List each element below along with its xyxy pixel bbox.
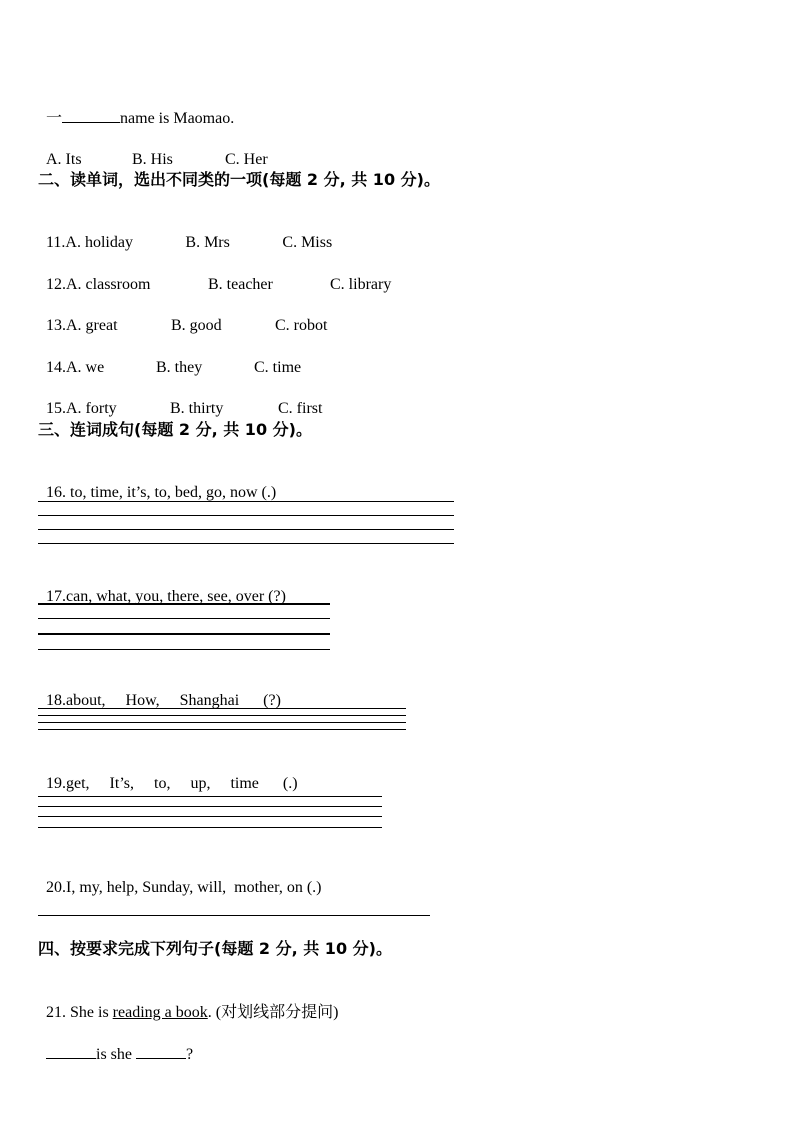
option-b: B. Mrs [185,234,230,251]
question-20 [38,858,321,898]
option-b: B. thirty [170,400,224,417]
question-10-stem [38,88,234,129]
writing-line[interactable] [38,729,406,730]
question-13 [38,296,327,336]
writing-line[interactable] [38,633,330,635]
scrambled-words: get, It’s, to, up, time (.) [66,775,298,792]
scrambled-words: can, what, you, there, see, over (?) [66,588,286,605]
option-a: A. classroom [66,276,151,293]
writing-line[interactable] [38,618,330,619]
option-b: B. His [132,151,173,168]
writing-line[interactable] [38,529,454,530]
question-11 [38,213,332,253]
option-b: B. teacher [208,276,273,293]
question-number: 14. [46,359,66,376]
question-10-text: name is Maomao. [120,110,235,127]
instruction: . (对划线部分提问) [207,1004,339,1021]
question-number: 19. [46,775,66,792]
writing-line[interactable] [38,915,430,916]
question-19 [38,754,298,794]
question-21 [38,983,338,1023]
writing-line[interactable] [38,816,382,817]
option-a: A. great [66,317,118,334]
option-b: B. good [171,317,222,334]
scrambled-words: I, my, help, Sunday, will, mother, on (.) [66,879,322,896]
writing-line[interactable] [38,806,382,807]
answer-blank[interactable] [62,108,120,123]
writing-line[interactable] [38,722,406,723]
option-a: A. forty [66,400,117,417]
option-a: A. we [66,359,105,376]
question-number: 15. [46,400,66,417]
writing-line[interactable] [38,515,454,516]
question-number: 13. [46,317,66,334]
option-b: B. they [156,359,203,376]
section-2-heading: 二、读单词，选出不同类的一项(每题 2 分, 共 10 分)。 [38,170,440,189]
question-number: 11. [46,234,66,251]
section-3-heading: 三、连词成句(每题 2 分, 共 10 分)。 [38,420,312,439]
option-c: C. Miss [282,234,333,251]
question-10-options [38,130,268,170]
writing-line[interactable] [38,603,330,605]
question-14 [38,338,301,378]
question-17 [38,567,286,607]
writing-line[interactable] [38,796,382,797]
sentence-start: She is [66,1004,113,1021]
option-a: A. Its [46,151,82,168]
question-16 [38,463,276,503]
question-number: 16. [46,484,66,501]
writing-line[interactable] [38,649,330,650]
writing-line[interactable] [38,708,406,709]
question-15 [38,379,322,419]
answer-middle: is she [96,1046,136,1063]
answer-end: ? [186,1046,194,1063]
question-21-answer [38,1024,193,1065]
scrambled-words: to, time, it’s, to, bed, go, now (.) [66,484,277,501]
option-c: C. first [278,400,323,417]
question-12 [38,255,391,295]
writing-line[interactable] [38,715,406,716]
writing-line[interactable] [38,501,454,502]
answer-blank[interactable] [46,1044,96,1059]
question-number: 20. [46,879,66,896]
option-c: C. Her [225,151,268,168]
scrambled-words: about, How, Shanghai (?) [66,692,281,709]
section-4-heading: 四、按要求完成下列句子(每题 2 分, 共 10 分)。 [38,939,392,958]
option-c: C. time [254,359,302,376]
question-10-prefix: 一 [46,110,63,127]
writing-line[interactable] [38,827,382,828]
question-number: 18. [46,692,66,709]
writing-line[interactable] [38,543,454,544]
option-c: C. library [330,276,392,293]
option-a: A. holiday [65,234,133,251]
underlined-phrase: reading a book [112,1004,208,1021]
question-number: 21. [46,1004,66,1021]
option-c: C. robot [275,317,328,334]
question-number: 12. [46,276,66,293]
question-number: 17. [46,588,66,605]
answer-blank[interactable] [136,1044,186,1059]
question-18 [38,671,281,711]
